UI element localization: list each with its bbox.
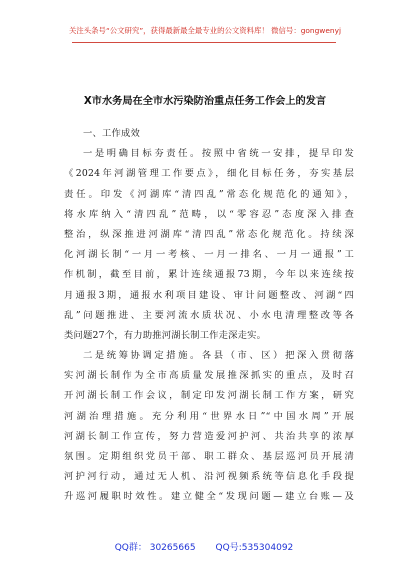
paragraph-line: 二是统筹协调定措施。各县（市、区）把深入贯彻落: [83, 350, 354, 362]
paragraph-line: 河湖长制工作宣传，努力营造爱河护河、共治共享的浓厚: [64, 430, 354, 442]
header-banner: 关注头条号“公文研究”，获得最新最全最专业的公文资料库！ 微信号：gongwenyj: [68, 26, 342, 35]
document-title: X市水务局在全市水污染防治重点任务工作会上的发言: [83, 96, 327, 107]
document-body: [64, 124, 354, 508]
header-divider: [72, 42, 336, 43]
paragraph-line: 《2024年河湖管理工作要点》，细化目标任务，夯实基层: [64, 168, 354, 180]
footer-contact: [0, 540, 408, 553]
paragraph-line: 开河湖长制工作会议，制定印发河湖长制工作方案，研究: [64, 390, 354, 402]
paragraph-line: 类问题27个，有力助推河湖长制工作走深走实。: [64, 329, 267, 341]
paragraph-line: 升巡河履职时效性。建立健全“发现问题—建立台账—及: [64, 491, 354, 503]
paragraph-line: 作机制，截至目前，累计连续通报73期，今年以来连续按: [64, 269, 354, 281]
paragraph-line: 乱”问题推进、主要河流水质状况、小水电清理整改等各: [64, 309, 354, 321]
footer-qq-group: QQ群： 30265665: [114, 543, 196, 553]
paragraph-line: 将水库纳入“清四乱”范畴，以“零容忍”态度深入排查: [64, 208, 354, 220]
section-heading: 一、工作成效: [83, 128, 140, 139]
paragraph-line: 河湖治理措施。充分利用“世界水日”“中国水周”开展: [64, 410, 354, 422]
paragraph-line: 河护河行动，通过无人机、沿河视频系统等信息化手段提: [64, 471, 354, 483]
paragraph-line: 氛围。定期组织党员干部、职工群众、基层巡河员开展清: [64, 451, 354, 462]
paragraph-line: 整治，纵深推进河湖库“清四乱”常态化规范化。持续深: [64, 228, 354, 240]
paragraph-line: 月通报3期，通报水利项目建设、审计问题整改、河湖“四: [64, 289, 354, 301]
paragraph-line: 一是明确目标夯责任。按照中省统一安排，提早印发: [83, 148, 354, 160]
paragraph-line: 化河湖长制“一月一考核、一月一排名、一月一通报”工: [64, 249, 354, 261]
footer-qq-number: QQ号:535304092: [215, 543, 294, 553]
paragraph-line: 实河湖长制作为全市高质量发展推深抓实的重点，及时召: [64, 370, 354, 382]
paragraph-line: 责任。印发《河湖库“清四乱”常态化规范化的通知》，: [64, 188, 354, 200]
